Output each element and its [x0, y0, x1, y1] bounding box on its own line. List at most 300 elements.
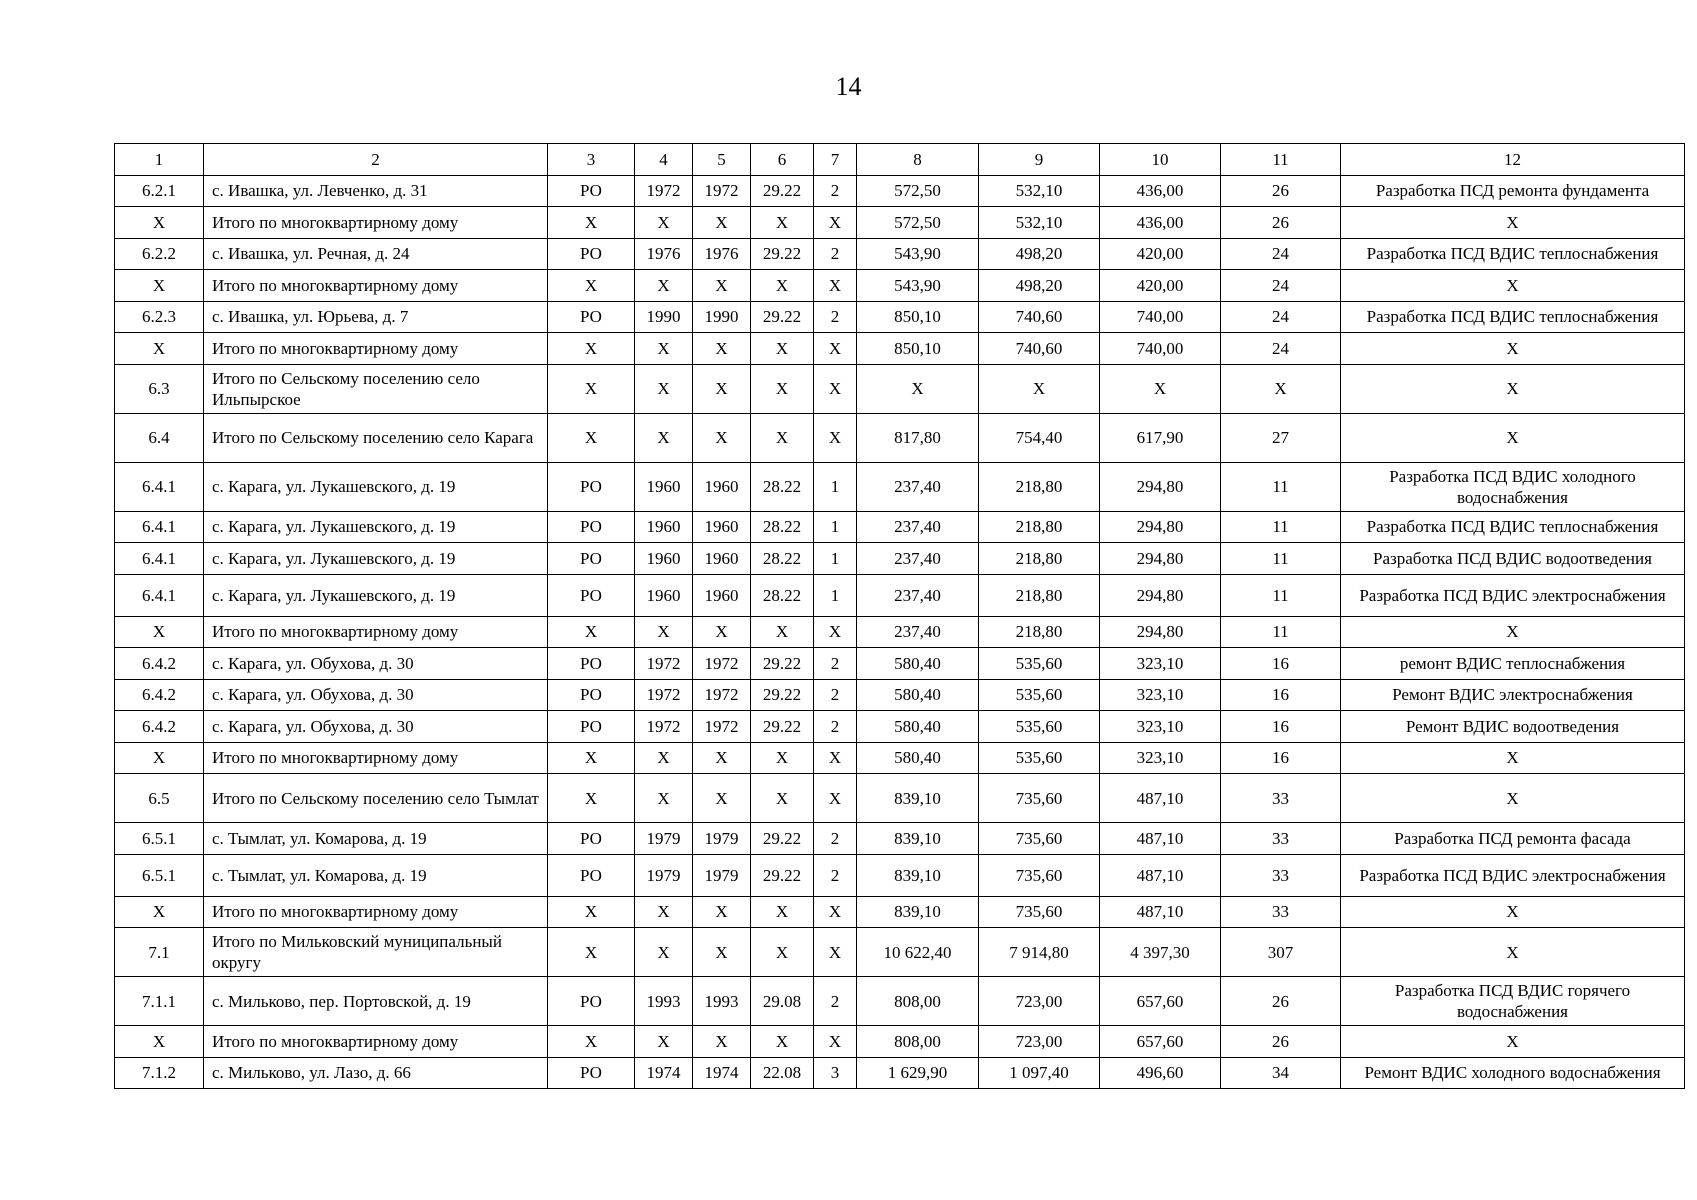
table-cell: X — [693, 774, 751, 823]
table-cell: X — [814, 270, 857, 302]
table-row — [115, 270, 1685, 302]
table-cell: 28.22 — [751, 511, 814, 543]
table-cell: 29.22 — [751, 679, 814, 711]
table-cell: 1993 — [693, 977, 751, 1026]
table-cell: Разработка ПСД ВДИС горячего водоснабжения — [1341, 977, 1685, 1026]
table-cell: с. Карага, ул. Лукашевского, д. 19 — [204, 574, 548, 616]
table-cell: 1960 — [635, 511, 693, 543]
table-cell: 3 — [814, 1057, 857, 1089]
table-cell: X — [1341, 742, 1685, 774]
table-cell: 839,10 — [857, 823, 979, 855]
table-cell: X — [814, 616, 857, 648]
table-cell: с. Карага, ул. Лукашевского, д. 19 — [204, 543, 548, 575]
table-cell: 29.22 — [751, 301, 814, 333]
table-cell: 850,10 — [857, 333, 979, 365]
table-cell: 29.22 — [751, 648, 814, 680]
table-cell: РО — [548, 679, 635, 711]
table-cell: 33 — [1221, 854, 1341, 896]
column-header: 4 — [635, 144, 693, 176]
table-cell: 617,90 — [1100, 413, 1221, 462]
table-cell: 1 097,40 — [979, 1057, 1100, 1089]
table-cell: 6.2.2 — [115, 238, 204, 270]
table-cell: РО — [548, 574, 635, 616]
table-cell: 1972 — [635, 648, 693, 680]
table-cell: 1960 — [693, 543, 751, 575]
table-cell: РО — [548, 823, 635, 855]
table-cell: X — [1341, 333, 1685, 365]
table-cell: 850,10 — [857, 301, 979, 333]
table-cell: 11 — [1221, 574, 1341, 616]
table-cell: 498,20 — [979, 238, 1100, 270]
table-cell: 532,10 — [979, 175, 1100, 207]
table-cell: Итого по Мильковский муниципальный округу — [204, 928, 548, 977]
table-cell: Итого по Сельскому поселению село Карага — [204, 413, 548, 462]
table-cell: РО — [548, 543, 635, 575]
table-cell: X — [548, 742, 635, 774]
table-cell: X — [1341, 616, 1685, 648]
table-cell: 218,80 — [979, 543, 1100, 575]
table-row — [115, 679, 1685, 711]
table-cell: 1972 — [693, 175, 751, 207]
table-cell: 28.22 — [751, 574, 814, 616]
table-cell: 817,80 — [857, 413, 979, 462]
table-cell: 1972 — [635, 175, 693, 207]
table-cell: 740,00 — [1100, 301, 1221, 333]
table-cell: 294,80 — [1100, 462, 1221, 511]
table-cell: 740,60 — [979, 301, 1100, 333]
table-cell: Итого по многоквартирному дому — [204, 333, 548, 365]
table-cell: X — [751, 1026, 814, 1058]
table-cell: 1960 — [693, 574, 751, 616]
table-row — [115, 616, 1685, 648]
table-cell: X — [751, 896, 814, 928]
table-cell: 754,40 — [979, 413, 1100, 462]
table-body — [115, 175, 1685, 1089]
table-cell: 6.5 — [115, 774, 204, 823]
table-row — [115, 711, 1685, 743]
column-header: 11 — [1221, 144, 1341, 176]
table-cell: 323,10 — [1100, 679, 1221, 711]
table-cell: 6.4.2 — [115, 648, 204, 680]
table-cell: 24 — [1221, 270, 1341, 302]
table-cell: Разработка ПСД ВДИС водоотведения — [1341, 543, 1685, 575]
table-cell: 1972 — [693, 679, 751, 711]
table-cell: X — [751, 270, 814, 302]
table-cell: 323,10 — [1100, 742, 1221, 774]
table-cell: 218,80 — [979, 511, 1100, 543]
table-cell: с. Карага, ул. Лукашевского, д. 19 — [204, 462, 548, 511]
table-cell: X — [635, 896, 693, 928]
table-cell: 29.22 — [751, 175, 814, 207]
table-cell: 28.22 — [751, 462, 814, 511]
table-cell: 1979 — [693, 823, 751, 855]
table-cell: 2 — [814, 854, 857, 896]
table-row — [115, 543, 1685, 575]
table-cell: 218,80 — [979, 462, 1100, 511]
table-cell: X — [1341, 896, 1685, 928]
table-cell: X — [751, 413, 814, 462]
table-cell: 237,40 — [857, 616, 979, 648]
table-row — [115, 774, 1685, 823]
table-cell: 294,80 — [1100, 511, 1221, 543]
table-row — [115, 413, 1685, 462]
table-cell: ремонт ВДИС теплоснабжения — [1341, 648, 1685, 680]
table-cell: 33 — [1221, 896, 1341, 928]
table-cell: 572,50 — [857, 207, 979, 239]
table-cell: X — [814, 333, 857, 365]
table-cell: Итого по многоквартирному дому — [204, 742, 548, 774]
table-cell: X — [693, 333, 751, 365]
table-cell: X — [115, 1026, 204, 1058]
table-cell: 735,60 — [979, 823, 1100, 855]
table-cell: 808,00 — [857, 977, 979, 1026]
table-cell: X — [548, 364, 635, 413]
table-row — [115, 574, 1685, 616]
table-cell: X — [548, 270, 635, 302]
table-cell: 29.22 — [751, 238, 814, 270]
table-cell: 294,80 — [1100, 543, 1221, 575]
table-cell: 294,80 — [1100, 616, 1221, 648]
table-cell: 2 — [814, 977, 857, 1026]
table-cell: 29.22 — [751, 854, 814, 896]
table-cell: 323,10 — [1100, 711, 1221, 743]
table-cell: 1990 — [693, 301, 751, 333]
table-cell: X — [693, 1026, 751, 1058]
table-cell: Разработка ПСД ремонта фасада — [1341, 823, 1685, 855]
table-cell: 535,60 — [979, 679, 1100, 711]
table-cell: X — [635, 742, 693, 774]
table-cell: 2 — [814, 238, 857, 270]
table-cell: 24 — [1221, 301, 1341, 333]
table-cell: X — [1341, 364, 1685, 413]
table-row — [115, 207, 1685, 239]
table-cell: 1972 — [693, 648, 751, 680]
table-cell: Ремонт ВДИС холодного водоснабжения — [1341, 1057, 1685, 1089]
table-cell: 1972 — [693, 711, 751, 743]
table-row — [115, 854, 1685, 896]
column-header: 8 — [857, 144, 979, 176]
table-cell: 307 — [1221, 928, 1341, 977]
column-header: 1 — [115, 144, 204, 176]
table-cell: с. Ивашка, ул. Речная, д. 24 — [204, 238, 548, 270]
table-cell: 735,60 — [979, 774, 1100, 823]
table-cell: 2 — [814, 679, 857, 711]
table-cell: 16 — [1221, 648, 1341, 680]
table-cell: X — [1221, 364, 1341, 413]
table-cell: Итого по многоквартирному дому — [204, 616, 548, 648]
table-cell: 2 — [814, 301, 857, 333]
table-cell: X — [115, 616, 204, 648]
table-cell: РО — [548, 511, 635, 543]
table-row — [115, 823, 1685, 855]
table-cell: 1960 — [635, 462, 693, 511]
table-cell: 572,50 — [857, 175, 979, 207]
column-header: 5 — [693, 144, 751, 176]
table-cell: 26 — [1221, 977, 1341, 1026]
table-cell: X — [693, 742, 751, 774]
table-cell: 1 — [814, 543, 857, 575]
table-cell: X — [635, 616, 693, 648]
table-cell: 218,80 — [979, 616, 1100, 648]
table-cell: 16 — [1221, 711, 1341, 743]
table-row — [115, 977, 1685, 1026]
table-cell: 6.4.2 — [115, 711, 204, 743]
table-cell: 839,10 — [857, 774, 979, 823]
column-header: 9 — [979, 144, 1100, 176]
table-cell: 22.08 — [751, 1057, 814, 1089]
table-cell: 735,60 — [979, 896, 1100, 928]
data-table — [114, 143, 1685, 1089]
table-cell: Разработка ПСД ВДИС электроснабжения — [1341, 574, 1685, 616]
table-cell: 6.4.1 — [115, 462, 204, 511]
table-cell: Ремонт ВДИС электроснабжения — [1341, 679, 1685, 711]
table-cell: X — [751, 207, 814, 239]
column-header: 6 — [751, 144, 814, 176]
table-cell: X — [751, 928, 814, 977]
table-cell: X — [635, 207, 693, 239]
table-cell: 6.4.1 — [115, 574, 204, 616]
table-cell: Разработка ПСД ВДИС теплоснабжения — [1341, 511, 1685, 543]
table-row — [115, 742, 1685, 774]
table-cell: 16 — [1221, 742, 1341, 774]
table-cell: 543,90 — [857, 270, 979, 302]
table-cell: 237,40 — [857, 462, 979, 511]
table-cell: Разработка ПСД ВДИС электроснабжения — [1341, 854, 1685, 896]
table-cell: РО — [548, 711, 635, 743]
table-cell: 487,10 — [1100, 774, 1221, 823]
table-row — [115, 511, 1685, 543]
table-cell: 29.22 — [751, 711, 814, 743]
table-cell: X — [1341, 928, 1685, 977]
table-cell: 1960 — [635, 574, 693, 616]
table-cell: X — [115, 207, 204, 239]
table-row — [115, 1026, 1685, 1058]
table-cell: X — [1341, 270, 1685, 302]
table-cell: X — [814, 774, 857, 823]
table-cell: X — [548, 333, 635, 365]
page-number: 14 — [835, 72, 862, 101]
table-cell: X — [548, 928, 635, 977]
table-cell: 498,20 — [979, 270, 1100, 302]
table-row — [115, 238, 1685, 270]
table-cell: 436,00 — [1100, 175, 1221, 207]
table-cell: X — [814, 413, 857, 462]
table-cell: 535,60 — [979, 742, 1100, 774]
table-row — [115, 928, 1685, 977]
table-cell: X — [1341, 207, 1685, 239]
table-cell: 7.1.2 — [115, 1057, 204, 1089]
table-cell: с. Карага, ул. Обухова, д. 30 — [204, 679, 548, 711]
table-cell: X — [693, 928, 751, 977]
table-cell: РО — [548, 854, 635, 896]
table-cell: X — [635, 364, 693, 413]
table-row — [115, 333, 1685, 365]
table-cell: 1960 — [693, 511, 751, 543]
table-cell: X — [814, 364, 857, 413]
table-cell: X — [751, 774, 814, 823]
table-cell: 740,60 — [979, 333, 1100, 365]
table-cell: 26 — [1221, 1026, 1341, 1058]
table-cell: X — [548, 1026, 635, 1058]
table-row — [115, 175, 1685, 207]
table-cell: X — [693, 413, 751, 462]
table-cell: X — [751, 742, 814, 774]
table-cell: 487,10 — [1100, 823, 1221, 855]
table-cell: 1976 — [693, 238, 751, 270]
table-cell: 1979 — [635, 854, 693, 896]
table-cell: X — [548, 413, 635, 462]
table-cell: X — [693, 364, 751, 413]
column-header: 10 — [1100, 144, 1221, 176]
table-cell: 6.2.1 — [115, 175, 204, 207]
table-cell: X — [693, 896, 751, 928]
table-cell: X — [751, 333, 814, 365]
table-cell: 6.4 — [115, 413, 204, 462]
column-header: 12 — [1341, 144, 1685, 176]
table-cell: 1960 — [635, 543, 693, 575]
table-cell: с. Ивашка, ул. Юрьева, д. 7 — [204, 301, 548, 333]
table-cell: Итого по Сельскому поселению село Ильпырское — [204, 364, 548, 413]
table-cell: X — [635, 333, 693, 365]
table-cell: Итого по многоквартирному дому — [204, 896, 548, 928]
table-cell: X — [693, 616, 751, 648]
table-cell: X — [548, 896, 635, 928]
table-cell: 11 — [1221, 616, 1341, 648]
table-cell: с. Тымлат, ул. Комарова, д. 19 — [204, 823, 548, 855]
table-cell: 294,80 — [1100, 574, 1221, 616]
table-cell: 1 — [814, 462, 857, 511]
table-cell: 7.1 — [115, 928, 204, 977]
table-cell: РО — [548, 648, 635, 680]
table-cell: 11 — [1221, 543, 1341, 575]
table-cell: X — [635, 413, 693, 462]
table-cell: с. Ивашка, ул. Левченко, д. 31 — [204, 175, 548, 207]
table-cell: X — [1341, 413, 1685, 462]
table-cell: Разработка ПСД ремонта фундамента — [1341, 175, 1685, 207]
table-cell: 543,90 — [857, 238, 979, 270]
table-cell: Разработка ПСД ВДИС теплоснабжения — [1341, 238, 1685, 270]
table-cell: X — [635, 928, 693, 977]
table-cell: X — [1341, 1026, 1685, 1058]
table-cell: 1990 — [635, 301, 693, 333]
table-cell: X — [814, 896, 857, 928]
table-cell: X — [115, 896, 204, 928]
table-cell: 6.4.1 — [115, 511, 204, 543]
column-header: 2 — [204, 144, 548, 176]
table-cell: 33 — [1221, 823, 1341, 855]
table-cell: 580,40 — [857, 679, 979, 711]
table-cell: 26 — [1221, 207, 1341, 239]
table-cell: X — [693, 270, 751, 302]
table-cell: 740,00 — [1100, 333, 1221, 365]
table-cell: 6.4.1 — [115, 543, 204, 575]
table-cell: 1972 — [635, 711, 693, 743]
table-cell: X — [814, 742, 857, 774]
table-cell: 496,60 — [1100, 1057, 1221, 1089]
table-cell: X — [979, 364, 1100, 413]
table-cell: X — [548, 616, 635, 648]
table-cell: 6.4.2 — [115, 679, 204, 711]
table-cell: X — [548, 774, 635, 823]
table-cell: РО — [548, 977, 635, 1026]
table-cell: РО — [548, 175, 635, 207]
table-cell: 580,40 — [857, 742, 979, 774]
table-cell: X — [814, 207, 857, 239]
table-header-row — [115, 144, 1685, 176]
table-cell: 2 — [814, 175, 857, 207]
table-cell: X — [115, 742, 204, 774]
table-cell: 24 — [1221, 238, 1341, 270]
table-cell: с. Карага, ул. Обухова, д. 30 — [204, 711, 548, 743]
table-cell: X — [635, 774, 693, 823]
table-cell: Итого по многоквартирному дому — [204, 270, 548, 302]
table-cell: X — [548, 207, 635, 239]
table-cell: 436,00 — [1100, 207, 1221, 239]
table-cell: 1979 — [635, 823, 693, 855]
table-cell: 580,40 — [857, 711, 979, 743]
table-cell: 1 — [814, 574, 857, 616]
table-cell: 1974 — [693, 1057, 751, 1089]
table-cell: 26 — [1221, 175, 1341, 207]
table-cell: X — [814, 1026, 857, 1058]
table-cell: с. Карага, ул. Лукашевского, д. 19 — [204, 511, 548, 543]
table-cell: X — [635, 270, 693, 302]
table-cell: 735,60 — [979, 854, 1100, 896]
table-cell: Итого по Сельскому поселению село Тымлат — [204, 774, 548, 823]
table-cell: 1 629,90 — [857, 1057, 979, 1089]
table-row — [115, 648, 1685, 680]
table-cell: X — [693, 207, 751, 239]
table-cell: 1960 — [693, 462, 751, 511]
table-cell: РО — [548, 238, 635, 270]
table-cell: 808,00 — [857, 1026, 979, 1058]
table-row — [115, 896, 1685, 928]
table-cell: X — [814, 928, 857, 977]
table-row — [115, 462, 1685, 511]
table-cell: 657,60 — [1100, 977, 1221, 1026]
table-cell: 237,40 — [857, 511, 979, 543]
table-cell: 2 — [814, 711, 857, 743]
table-cell: 29.22 — [751, 823, 814, 855]
table-cell: с. Карага, ул. Обухова, д. 30 — [204, 648, 548, 680]
table-cell: 1 — [814, 511, 857, 543]
table-cell: 1974 — [635, 1057, 693, 1089]
table-row — [115, 301, 1685, 333]
table-cell: 29.08 — [751, 977, 814, 1026]
table-cell: Ремонт ВДИС водоотведения — [1341, 711, 1685, 743]
table-cell: 27 — [1221, 413, 1341, 462]
table-cell: 420,00 — [1100, 238, 1221, 270]
table-cell: 6.2.3 — [115, 301, 204, 333]
table-cell: 237,40 — [857, 574, 979, 616]
table-cell: с. Мильково, пер. Портовской, д. 19 — [204, 977, 548, 1026]
table-cell: X — [115, 333, 204, 365]
column-header: 3 — [548, 144, 635, 176]
table-cell: 2 — [814, 823, 857, 855]
table-cell: Итого по многоквартирному дому — [204, 1026, 548, 1058]
table-cell: 218,80 — [979, 574, 1100, 616]
table-cell: РО — [548, 1057, 635, 1089]
table-cell: 723,00 — [979, 1026, 1100, 1058]
table-cell: с. Мильково, ул. Лазо, д. 66 — [204, 1057, 548, 1089]
table-cell: 580,40 — [857, 648, 979, 680]
table-cell: 1976 — [635, 238, 693, 270]
table-cell: 237,40 — [857, 543, 979, 575]
table-cell: 487,10 — [1100, 854, 1221, 896]
table-cell: X — [751, 616, 814, 648]
table-cell: X — [1100, 364, 1221, 413]
table-cell: 1972 — [635, 679, 693, 711]
